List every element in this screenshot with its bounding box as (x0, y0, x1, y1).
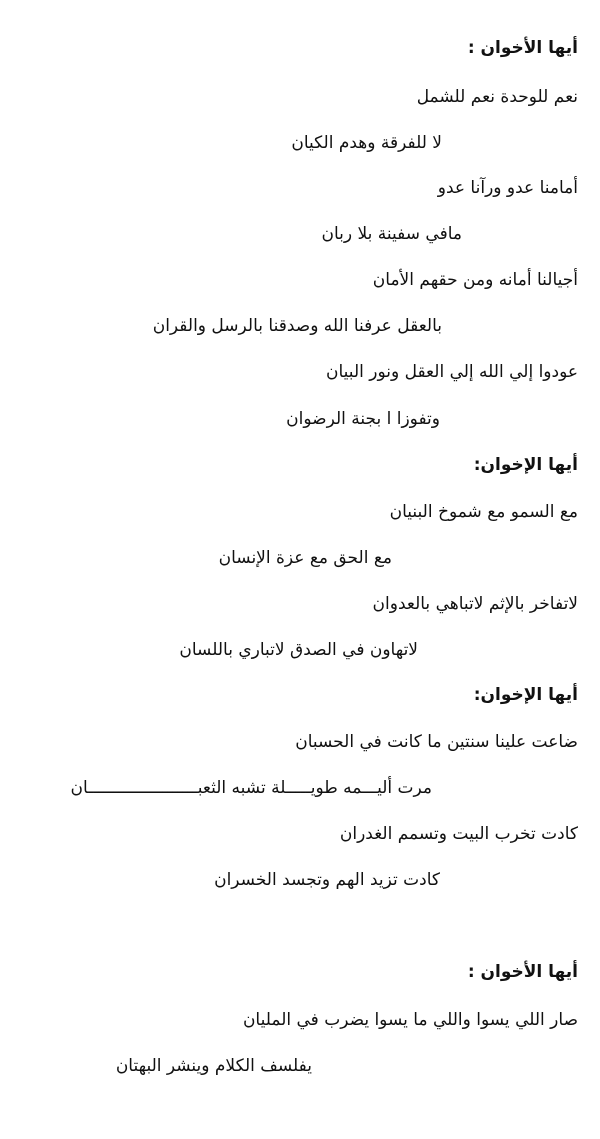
stanza-heading: أيها الأخوان : (467, 38, 578, 58)
poem-line: مع السمو مع شموخ البنيان (389, 502, 578, 522)
poem-line: نعم للوحدة نعم للشمل (416, 87, 578, 107)
poem-line: مرت أليـــمه طويـــــلة تشبه الثعبــــــــــــــــــــــان (70, 778, 432, 798)
poem-line: لاتهاون في الصدق لاتباري باللسان (179, 640, 418, 660)
poem-line: مع الحق مع عزة الإنسان (218, 548, 392, 568)
poem-line: ضاعت علينا سنتين ما كانت في الحسبان (295, 732, 578, 752)
poem-line: كادت تخرب البيت وتسمم الغدران (339, 824, 578, 844)
poem-line: يفلسف الكلام وينشر البهتان (115, 1056, 312, 1076)
poem-line: مافي سفينة بلا ربان (321, 224, 462, 244)
poem-line: أجيالنا أمانه ومن حقهم الأمان (372, 270, 578, 290)
poem-line: كادت تزيد الهم وتجسد الخسران (214, 870, 440, 890)
poem-line: صار اللي يسوا واللي ما يسوا يضرب في المليان (242, 1010, 578, 1030)
poem-line: لاتفاخر بالإثم لاتباهي بالعدوان (372, 594, 578, 614)
poem-line: بالعقل عرفنا الله وصدقنا بالرسل والقران (152, 316, 442, 336)
poem-line: أمامنا عدو ورآنا عدو (437, 178, 578, 198)
stanza-heading: أيها الإخوان: (473, 685, 578, 705)
stanza-heading: أيها الإخوان: (473, 455, 578, 475)
poem-line: عودوا إلي الله إلي العقل ونور البيان (326, 362, 578, 382)
poem-line: وتفوزا ا بجنة الرضوان (286, 409, 440, 429)
stanza-heading: أيها الأخوان : (467, 962, 578, 982)
poem-line: لا للفرقة وهدم الكيان (291, 133, 442, 153)
